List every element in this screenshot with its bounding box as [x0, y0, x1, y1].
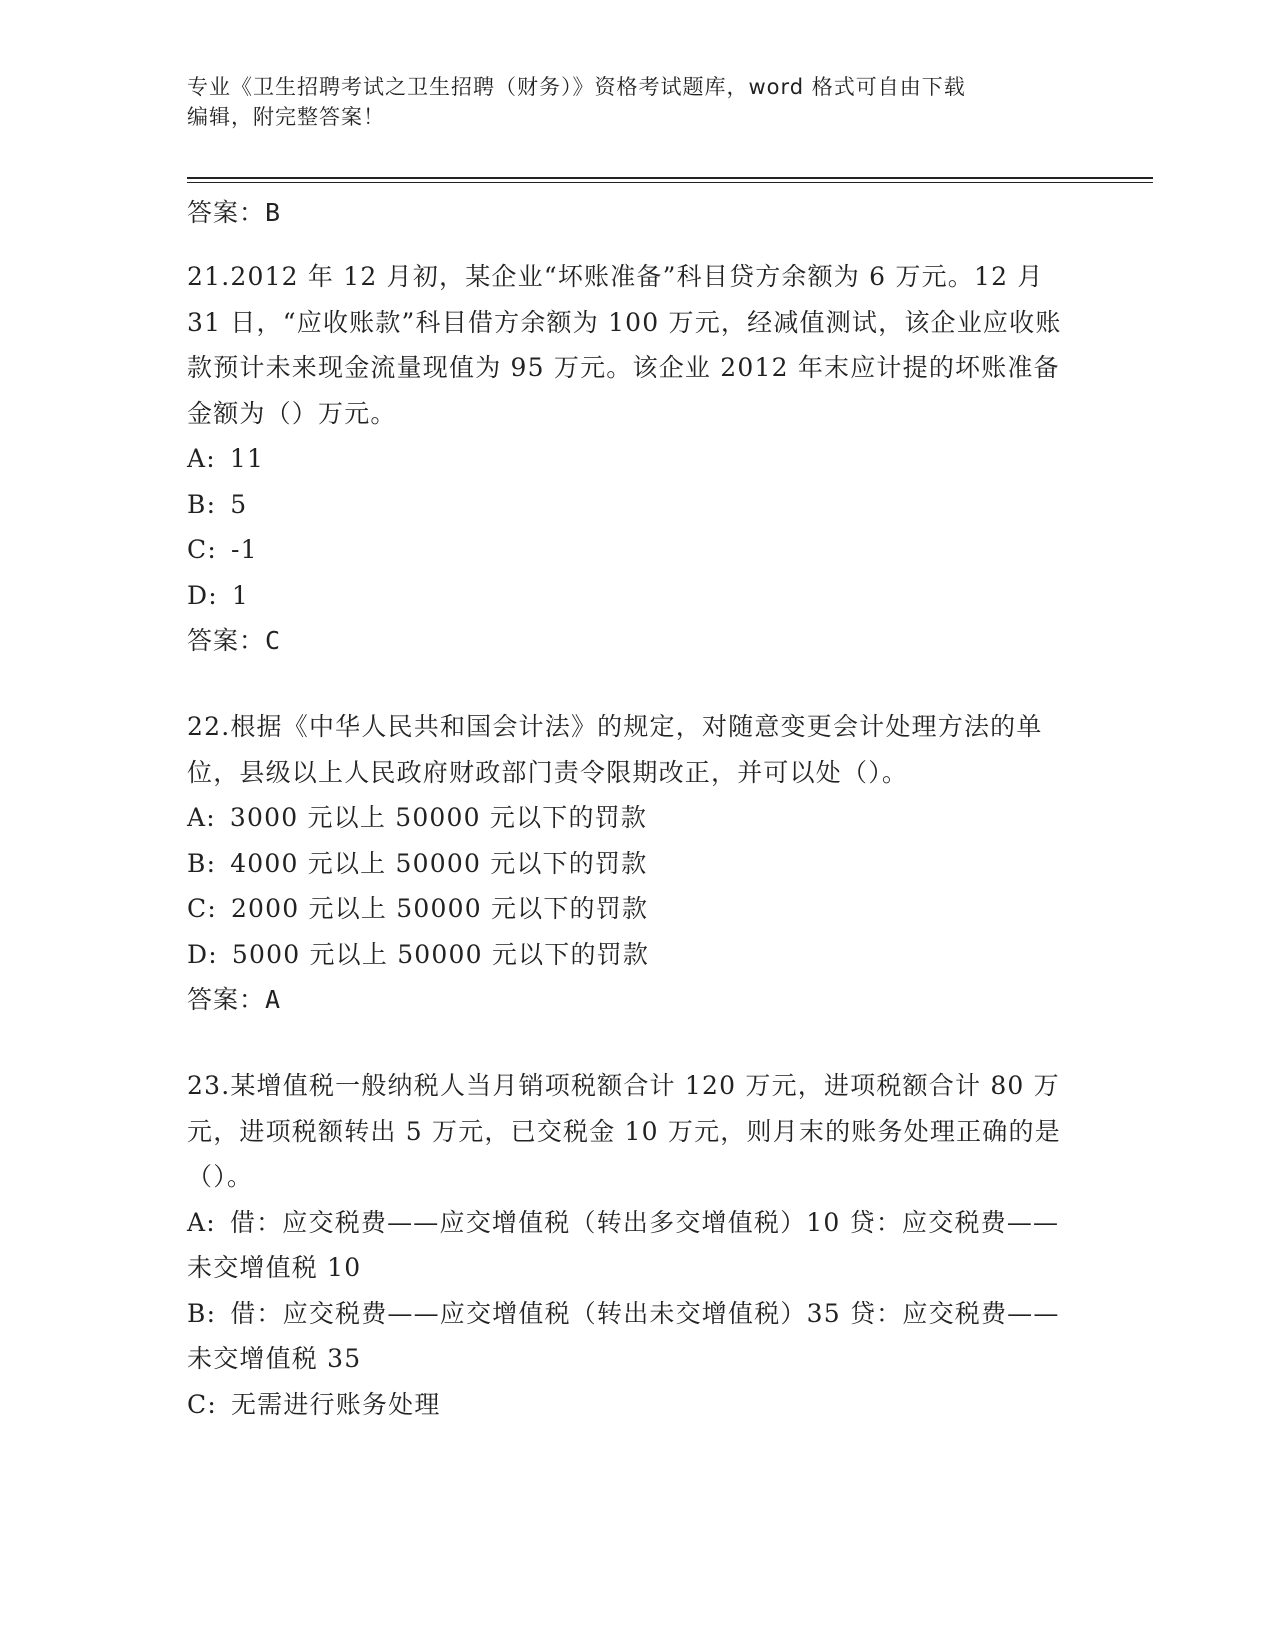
- question-list: [187, 190, 1077, 1427]
- question-stem: 21.2012 年 12 月初，某企业“坏账准备”科目贷方余额为 6 万元。12 月 31 日，“应收账款”科目借方余额为 100 万元，经减值测试，该企业应收账款预计未来现金流量现值为 95 万元。该企业 2012 年末应计提的坏账准备金额为（）万元。: [187, 262, 1062, 428]
- option-text: 2000 元以上 50000 元以下的罚款: [230, 894, 649, 923]
- option-letter: C:: [187, 894, 217, 923]
- option-text: 借：应交税费——应交增值税（转出未交增值税）35 贷：应交税费——未交增值税 35: [187, 1298, 1060, 1373]
- previous-answer: 答案：B: [187, 198, 282, 227]
- option-a: [187, 1200, 1077, 1291]
- option-text: 无需进行账务处理: [230, 1389, 441, 1419]
- option-letter: D:: [187, 939, 218, 969]
- option-c: [187, 886, 1077, 932]
- option-letter: A:: [187, 1207, 216, 1237]
- option-a: [187, 795, 1077, 841]
- option-letter: B:: [187, 848, 217, 878]
- option-letter: A:: [187, 444, 216, 473]
- header-line-1: 专业《卫生招聘考试之卫生招聘（财务）》资格考试题库，word 格式可自由下载: [187, 75, 966, 99]
- option-letter: B:: [187, 1298, 217, 1328]
- option-letter: A:: [187, 803, 216, 832]
- option-text: -1: [230, 535, 258, 564]
- option-c: [187, 527, 1077, 573]
- header-divider-thin: [187, 182, 1153, 183]
- header-divider-thick: [187, 177, 1153, 179]
- option-b: [187, 482, 1077, 528]
- question-gap: [187, 1023, 1077, 1063]
- option-text: 4000 元以上 50000 元以下的罚款: [230, 848, 648, 878]
- option-b: [187, 841, 1077, 887]
- option-d: [187, 932, 1077, 978]
- question-23: [187, 1063, 1077, 1427]
- option-text: 5000 元以上 50000 元以下的罚款: [231, 939, 650, 969]
- header-line-2: 编辑，附完整答案！: [187, 105, 385, 129]
- answer-label: 答案：A: [187, 985, 282, 1014]
- answer-label: 答案：C: [187, 626, 282, 655]
- option-letter: C:: [187, 535, 217, 564]
- option-letter: B:: [187, 489, 217, 519]
- option-text: 借：应交税费——应交增值税（转出多交增值税）10 贷：应交税费——未交增值税 10: [187, 1207, 1060, 1282]
- question-21: [187, 254, 1077, 664]
- option-letter: D:: [187, 580, 218, 610]
- question-stem: 22.根据《中华人民共和国会计法》的规定，对随意变更会计处理方法的单位，县级以上人民政府财政部门责令限期改正，并可以处（）。: [187, 712, 1043, 787]
- document-header: [187, 72, 1067, 132]
- question-gap: [187, 664, 1077, 704]
- option-text: 11: [229, 444, 265, 473]
- option-c: [187, 1382, 1077, 1428]
- option-text: 5: [230, 489, 248, 519]
- option-letter: C:: [187, 1389, 217, 1419]
- option-d: [187, 573, 1077, 619]
- option-b: [187, 1291, 1077, 1382]
- question-stem: 23.某增值税一般纳税人当月销项税额合计 120 万元，进项税额合计 80 万元，进项税额转出 5 万元，已交税金 10 万元，则月末的账务处理正确的是（）。: [187, 1071, 1061, 1191]
- option-a: [187, 436, 1077, 482]
- option-text: 1: [231, 580, 249, 610]
- option-text: 3000 元以上 50000 元以下的罚款: [229, 803, 648, 832]
- question-22: [187, 704, 1077, 1023]
